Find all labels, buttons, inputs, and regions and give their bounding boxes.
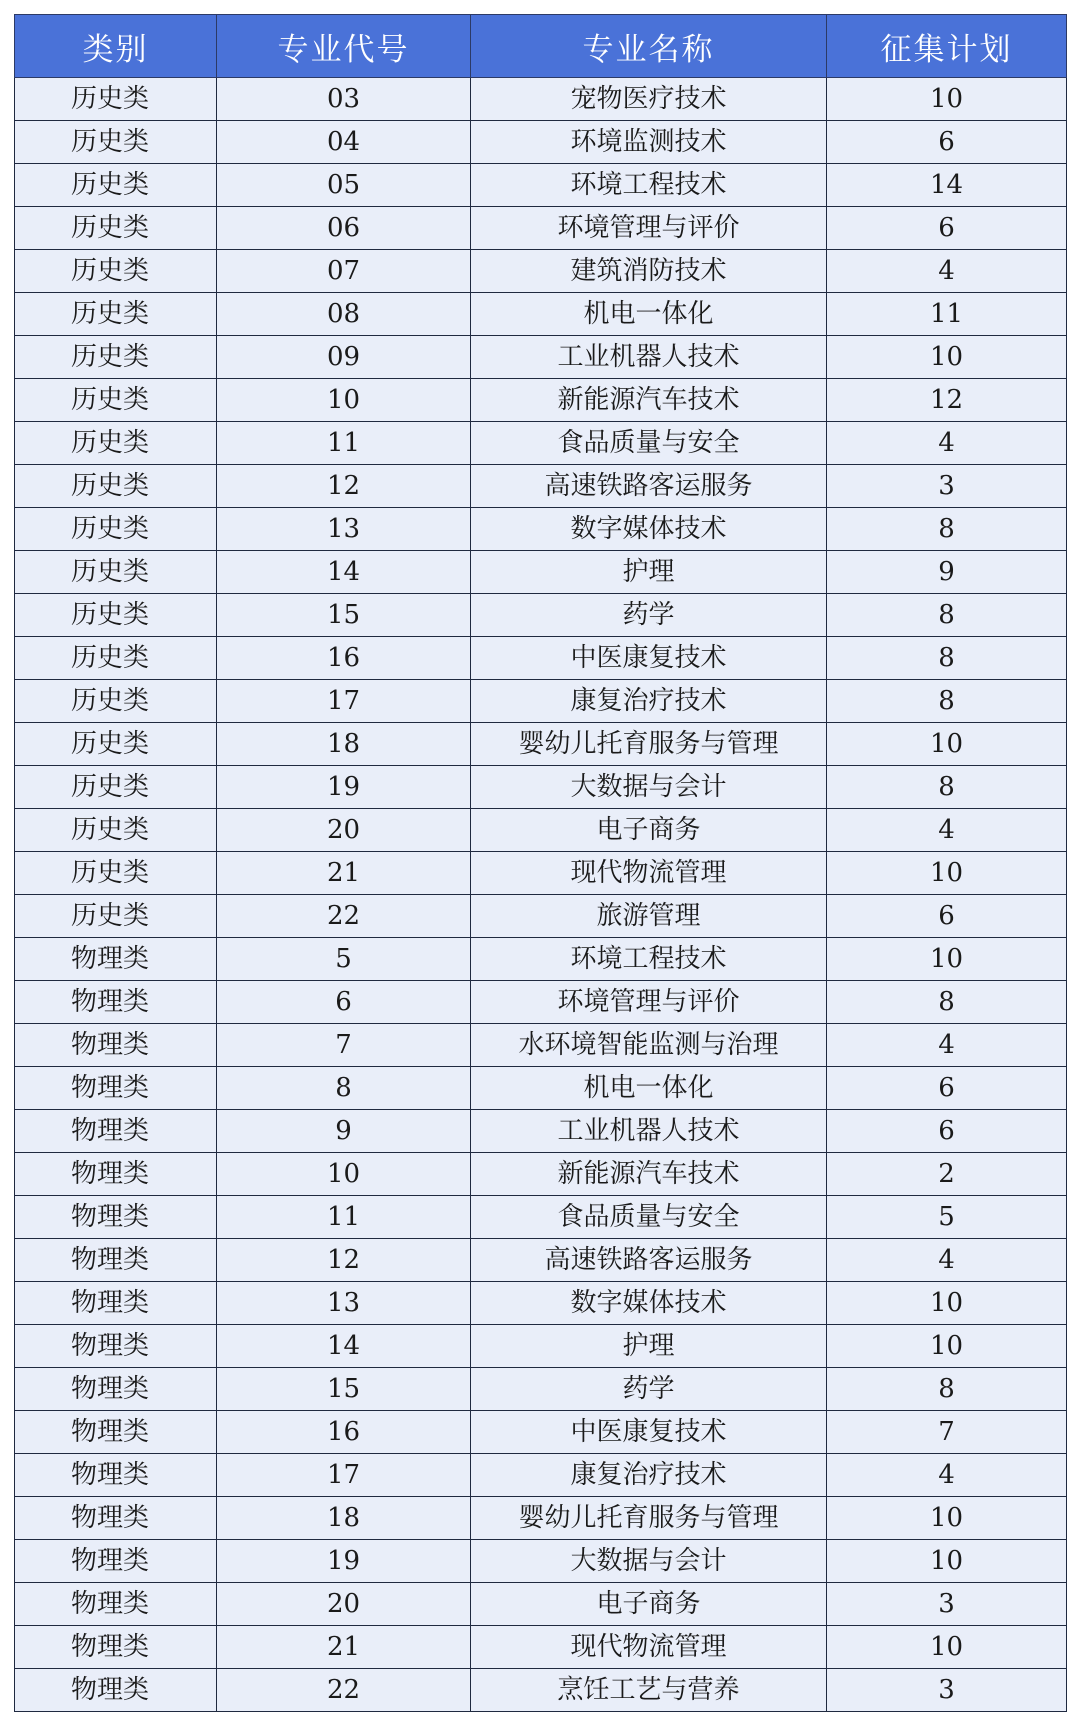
table-row (15, 379, 1067, 422)
cell-category: 历史类 (15, 465, 217, 508)
cell-major-code: 21 (217, 852, 471, 895)
cell-plan-count: 10 (827, 1497, 1067, 1540)
cell-category: 物理类 (15, 1626, 217, 1669)
cell-major-code: 13 (217, 1282, 471, 1325)
cell-plan-count: 10 (827, 1626, 1067, 1669)
table-row (15, 78, 1067, 121)
cell-category: 物理类 (15, 1067, 217, 1110)
table-row (15, 1454, 1067, 1497)
table-row (15, 1368, 1067, 1411)
cell-category: 历史类 (15, 723, 217, 766)
cell-major-name: 数字媒体技术 (471, 508, 827, 551)
table-row (15, 164, 1067, 207)
cell-plan-count: 6 (827, 1110, 1067, 1153)
cell-major-name: 机电一体化 (471, 293, 827, 336)
cell-major-code: 20 (217, 809, 471, 852)
cell-major-code: 22 (217, 895, 471, 938)
cell-plan-count: 9 (827, 551, 1067, 594)
table-row (15, 207, 1067, 250)
cell-major-code: 09 (217, 336, 471, 379)
cell-category: 历史类 (15, 164, 217, 207)
cell-plan-count: 10 (827, 852, 1067, 895)
cell-major-name: 药学 (471, 1368, 827, 1411)
cell-category: 历史类 (15, 78, 217, 121)
table-row (15, 1411, 1067, 1454)
cell-plan-count: 8 (827, 766, 1067, 809)
table-row (15, 1024, 1067, 1067)
cell-major-code: 22 (217, 1669, 471, 1712)
cell-plan-count: 6 (827, 121, 1067, 164)
cell-plan-count: 11 (827, 293, 1067, 336)
table-row (15, 895, 1067, 938)
cell-major-code: 04 (217, 121, 471, 164)
table-row (15, 336, 1067, 379)
cell-plan-count: 3 (827, 465, 1067, 508)
cell-category: 物理类 (15, 1325, 217, 1368)
cell-plan-count: 4 (827, 1454, 1067, 1497)
table-row (15, 1497, 1067, 1540)
cell-major-code: 18 (217, 723, 471, 766)
cell-major-code: 16 (217, 637, 471, 680)
cell-category: 历史类 (15, 680, 217, 723)
cell-major-name: 高速铁路客运服务 (471, 1239, 827, 1282)
cell-major-code: 15 (217, 594, 471, 637)
cell-major-code: 6 (217, 981, 471, 1024)
table-row (15, 551, 1067, 594)
cell-plan-count: 3 (827, 1669, 1067, 1712)
cell-plan-count: 8 (827, 680, 1067, 723)
cell-plan-count: 10 (827, 78, 1067, 121)
cell-plan-count: 3 (827, 1583, 1067, 1626)
cell-major-code: 16 (217, 1411, 471, 1454)
cell-plan-count: 14 (827, 164, 1067, 207)
cell-category: 历史类 (15, 379, 217, 422)
cell-category: 物理类 (15, 1669, 217, 1712)
cell-major-name: 新能源汽车技术 (471, 1153, 827, 1196)
cell-plan-count: 7 (827, 1411, 1067, 1454)
table-row (15, 852, 1067, 895)
cell-major-code: 14 (217, 551, 471, 594)
cell-major-name: 康复治疗技术 (471, 1454, 827, 1497)
cell-major-code: 9 (217, 1110, 471, 1153)
cell-major-name: 现代物流管理 (471, 852, 827, 895)
cell-major-code: 17 (217, 680, 471, 723)
cell-major-name: 食品质量与安全 (471, 1196, 827, 1239)
header-row (15, 15, 1067, 78)
cell-plan-count: 10 (827, 336, 1067, 379)
cell-major-code: 12 (217, 465, 471, 508)
table-header (15, 15, 1067, 78)
table-row (15, 1583, 1067, 1626)
cell-category: 历史类 (15, 852, 217, 895)
cell-major-name: 现代物流管理 (471, 1626, 827, 1669)
cell-major-code: 17 (217, 1454, 471, 1497)
table-row (15, 1669, 1067, 1712)
table-row (15, 1325, 1067, 1368)
cell-major-name: 环境管理与评价 (471, 981, 827, 1024)
cell-major-name: 护理 (471, 551, 827, 594)
cell-category: 历史类 (15, 766, 217, 809)
cell-category: 历史类 (15, 637, 217, 680)
cell-plan-count: 12 (827, 379, 1067, 422)
cell-major-code: 5 (217, 938, 471, 981)
table-row (15, 508, 1067, 551)
cell-major-name: 环境监测技术 (471, 121, 827, 164)
header-major-name: 专业名称 (471, 15, 827, 78)
cell-plan-count: 8 (827, 981, 1067, 1024)
cell-major-code: 05 (217, 164, 471, 207)
cell-major-name: 工业机器人技术 (471, 336, 827, 379)
cell-major-name: 宠物医疗技术 (471, 78, 827, 121)
cell-plan-count: 4 (827, 809, 1067, 852)
cell-category: 物理类 (15, 1368, 217, 1411)
cell-major-code: 06 (217, 207, 471, 250)
cell-major-name: 数字媒体技术 (471, 1282, 827, 1325)
cell-category: 物理类 (15, 1153, 217, 1196)
cell-plan-count: 6 (827, 895, 1067, 938)
cell-category: 历史类 (15, 895, 217, 938)
table-row (15, 981, 1067, 1024)
cell-plan-count: 4 (827, 1024, 1067, 1067)
cell-category: 物理类 (15, 1411, 217, 1454)
enrollment-plan-table (14, 14, 1067, 1712)
table-row (15, 1196, 1067, 1239)
enrollment-plan-table-container (14, 14, 1066, 1712)
cell-plan-count: 10 (827, 938, 1067, 981)
cell-major-name: 婴幼儿托育服务与管理 (471, 1497, 827, 1540)
table-row (15, 809, 1067, 852)
cell-major-name: 旅游管理 (471, 895, 827, 938)
cell-major-name: 电子商务 (471, 809, 827, 852)
cell-major-name: 食品质量与安全 (471, 422, 827, 465)
cell-plan-count: 4 (827, 422, 1067, 465)
cell-plan-count: 6 (827, 207, 1067, 250)
cell-major-code: 18 (217, 1497, 471, 1540)
cell-major-name: 电子商务 (471, 1583, 827, 1626)
cell-major-code: 11 (217, 422, 471, 465)
cell-major-name: 中医康复技术 (471, 637, 827, 680)
cell-major-name: 烹饪工艺与营养 (471, 1669, 827, 1712)
table-row (15, 1282, 1067, 1325)
cell-major-name: 药学 (471, 594, 827, 637)
table-row (15, 1540, 1067, 1583)
cell-major-code: 07 (217, 250, 471, 293)
table-row (15, 293, 1067, 336)
cell-major-code: 14 (217, 1325, 471, 1368)
cell-major-code: 20 (217, 1583, 471, 1626)
table-row (15, 766, 1067, 809)
cell-major-code: 03 (217, 78, 471, 121)
cell-category: 历史类 (15, 809, 217, 852)
cell-category: 历史类 (15, 293, 217, 336)
cell-major-name: 工业机器人技术 (471, 1110, 827, 1153)
cell-major-name: 护理 (471, 1325, 827, 1368)
table-body (15, 78, 1067, 1712)
header-plan-count: 征集计划 (827, 15, 1067, 78)
cell-major-name: 中医康复技术 (471, 1411, 827, 1454)
cell-major-name: 高速铁路客运服务 (471, 465, 827, 508)
table-row (15, 1239, 1067, 1282)
cell-major-code: 19 (217, 766, 471, 809)
table-row (15, 250, 1067, 293)
cell-major-code: 12 (217, 1239, 471, 1282)
cell-plan-count: 10 (827, 723, 1067, 766)
cell-category: 物理类 (15, 981, 217, 1024)
cell-major-name: 水环境智能监测与治理 (471, 1024, 827, 1067)
table-row (15, 1626, 1067, 1669)
cell-category: 历史类 (15, 508, 217, 551)
cell-major-name: 机电一体化 (471, 1067, 827, 1110)
cell-major-name: 大数据与会计 (471, 1540, 827, 1583)
table-row (15, 680, 1067, 723)
cell-category: 物理类 (15, 1024, 217, 1067)
cell-plan-count: 4 (827, 250, 1067, 293)
cell-major-code: 10 (217, 1153, 471, 1196)
cell-plan-count: 5 (827, 1196, 1067, 1239)
cell-plan-count: 10 (827, 1282, 1067, 1325)
cell-plan-count: 10 (827, 1540, 1067, 1583)
cell-category: 物理类 (15, 1497, 217, 1540)
cell-major-code: 11 (217, 1196, 471, 1239)
table-row (15, 1110, 1067, 1153)
cell-major-code: 7 (217, 1024, 471, 1067)
table-row (15, 422, 1067, 465)
cell-major-code: 19 (217, 1540, 471, 1583)
cell-major-name: 环境工程技术 (471, 164, 827, 207)
cell-plan-count: 10 (827, 1325, 1067, 1368)
cell-category: 物理类 (15, 1196, 217, 1239)
cell-plan-count: 8 (827, 637, 1067, 680)
cell-category: 历史类 (15, 594, 217, 637)
table-row (15, 723, 1067, 766)
cell-plan-count: 6 (827, 1067, 1067, 1110)
cell-major-name: 大数据与会计 (471, 766, 827, 809)
header-major-code: 专业代号 (217, 15, 471, 78)
cell-category: 历史类 (15, 551, 217, 594)
cell-category: 物理类 (15, 938, 217, 981)
table-row (15, 637, 1067, 680)
table-row (15, 594, 1067, 637)
cell-category: 物理类 (15, 1454, 217, 1497)
table-row (15, 1153, 1067, 1196)
cell-category: 历史类 (15, 207, 217, 250)
cell-major-code: 13 (217, 508, 471, 551)
cell-major-name: 康复治疗技术 (471, 680, 827, 723)
table-row (15, 938, 1067, 981)
cell-major-name: 新能源汽车技术 (471, 379, 827, 422)
cell-category: 历史类 (15, 422, 217, 465)
cell-major-name: 婴幼儿托育服务与管理 (471, 723, 827, 766)
cell-plan-count: 8 (827, 594, 1067, 637)
header-category: 类别 (15, 15, 217, 78)
cell-category: 物理类 (15, 1239, 217, 1282)
cell-category: 历史类 (15, 250, 217, 293)
cell-plan-count: 8 (827, 508, 1067, 551)
cell-major-code: 08 (217, 293, 471, 336)
cell-major-code: 15 (217, 1368, 471, 1411)
cell-category: 物理类 (15, 1540, 217, 1583)
cell-major-name: 建筑消防技术 (471, 250, 827, 293)
cell-major-code: 21 (217, 1626, 471, 1669)
cell-plan-count: 2 (827, 1153, 1067, 1196)
cell-category: 物理类 (15, 1583, 217, 1626)
table-row (15, 121, 1067, 164)
cell-major-name: 环境工程技术 (471, 938, 827, 981)
cell-plan-count: 8 (827, 1368, 1067, 1411)
cell-category: 历史类 (15, 336, 217, 379)
cell-plan-count: 4 (827, 1239, 1067, 1282)
cell-major-name: 环境管理与评价 (471, 207, 827, 250)
cell-major-code: 8 (217, 1067, 471, 1110)
cell-category: 物理类 (15, 1282, 217, 1325)
cell-category: 历史类 (15, 121, 217, 164)
table-row (15, 1067, 1067, 1110)
table-row (15, 465, 1067, 508)
cell-major-code: 10 (217, 379, 471, 422)
cell-category: 物理类 (15, 1110, 217, 1153)
